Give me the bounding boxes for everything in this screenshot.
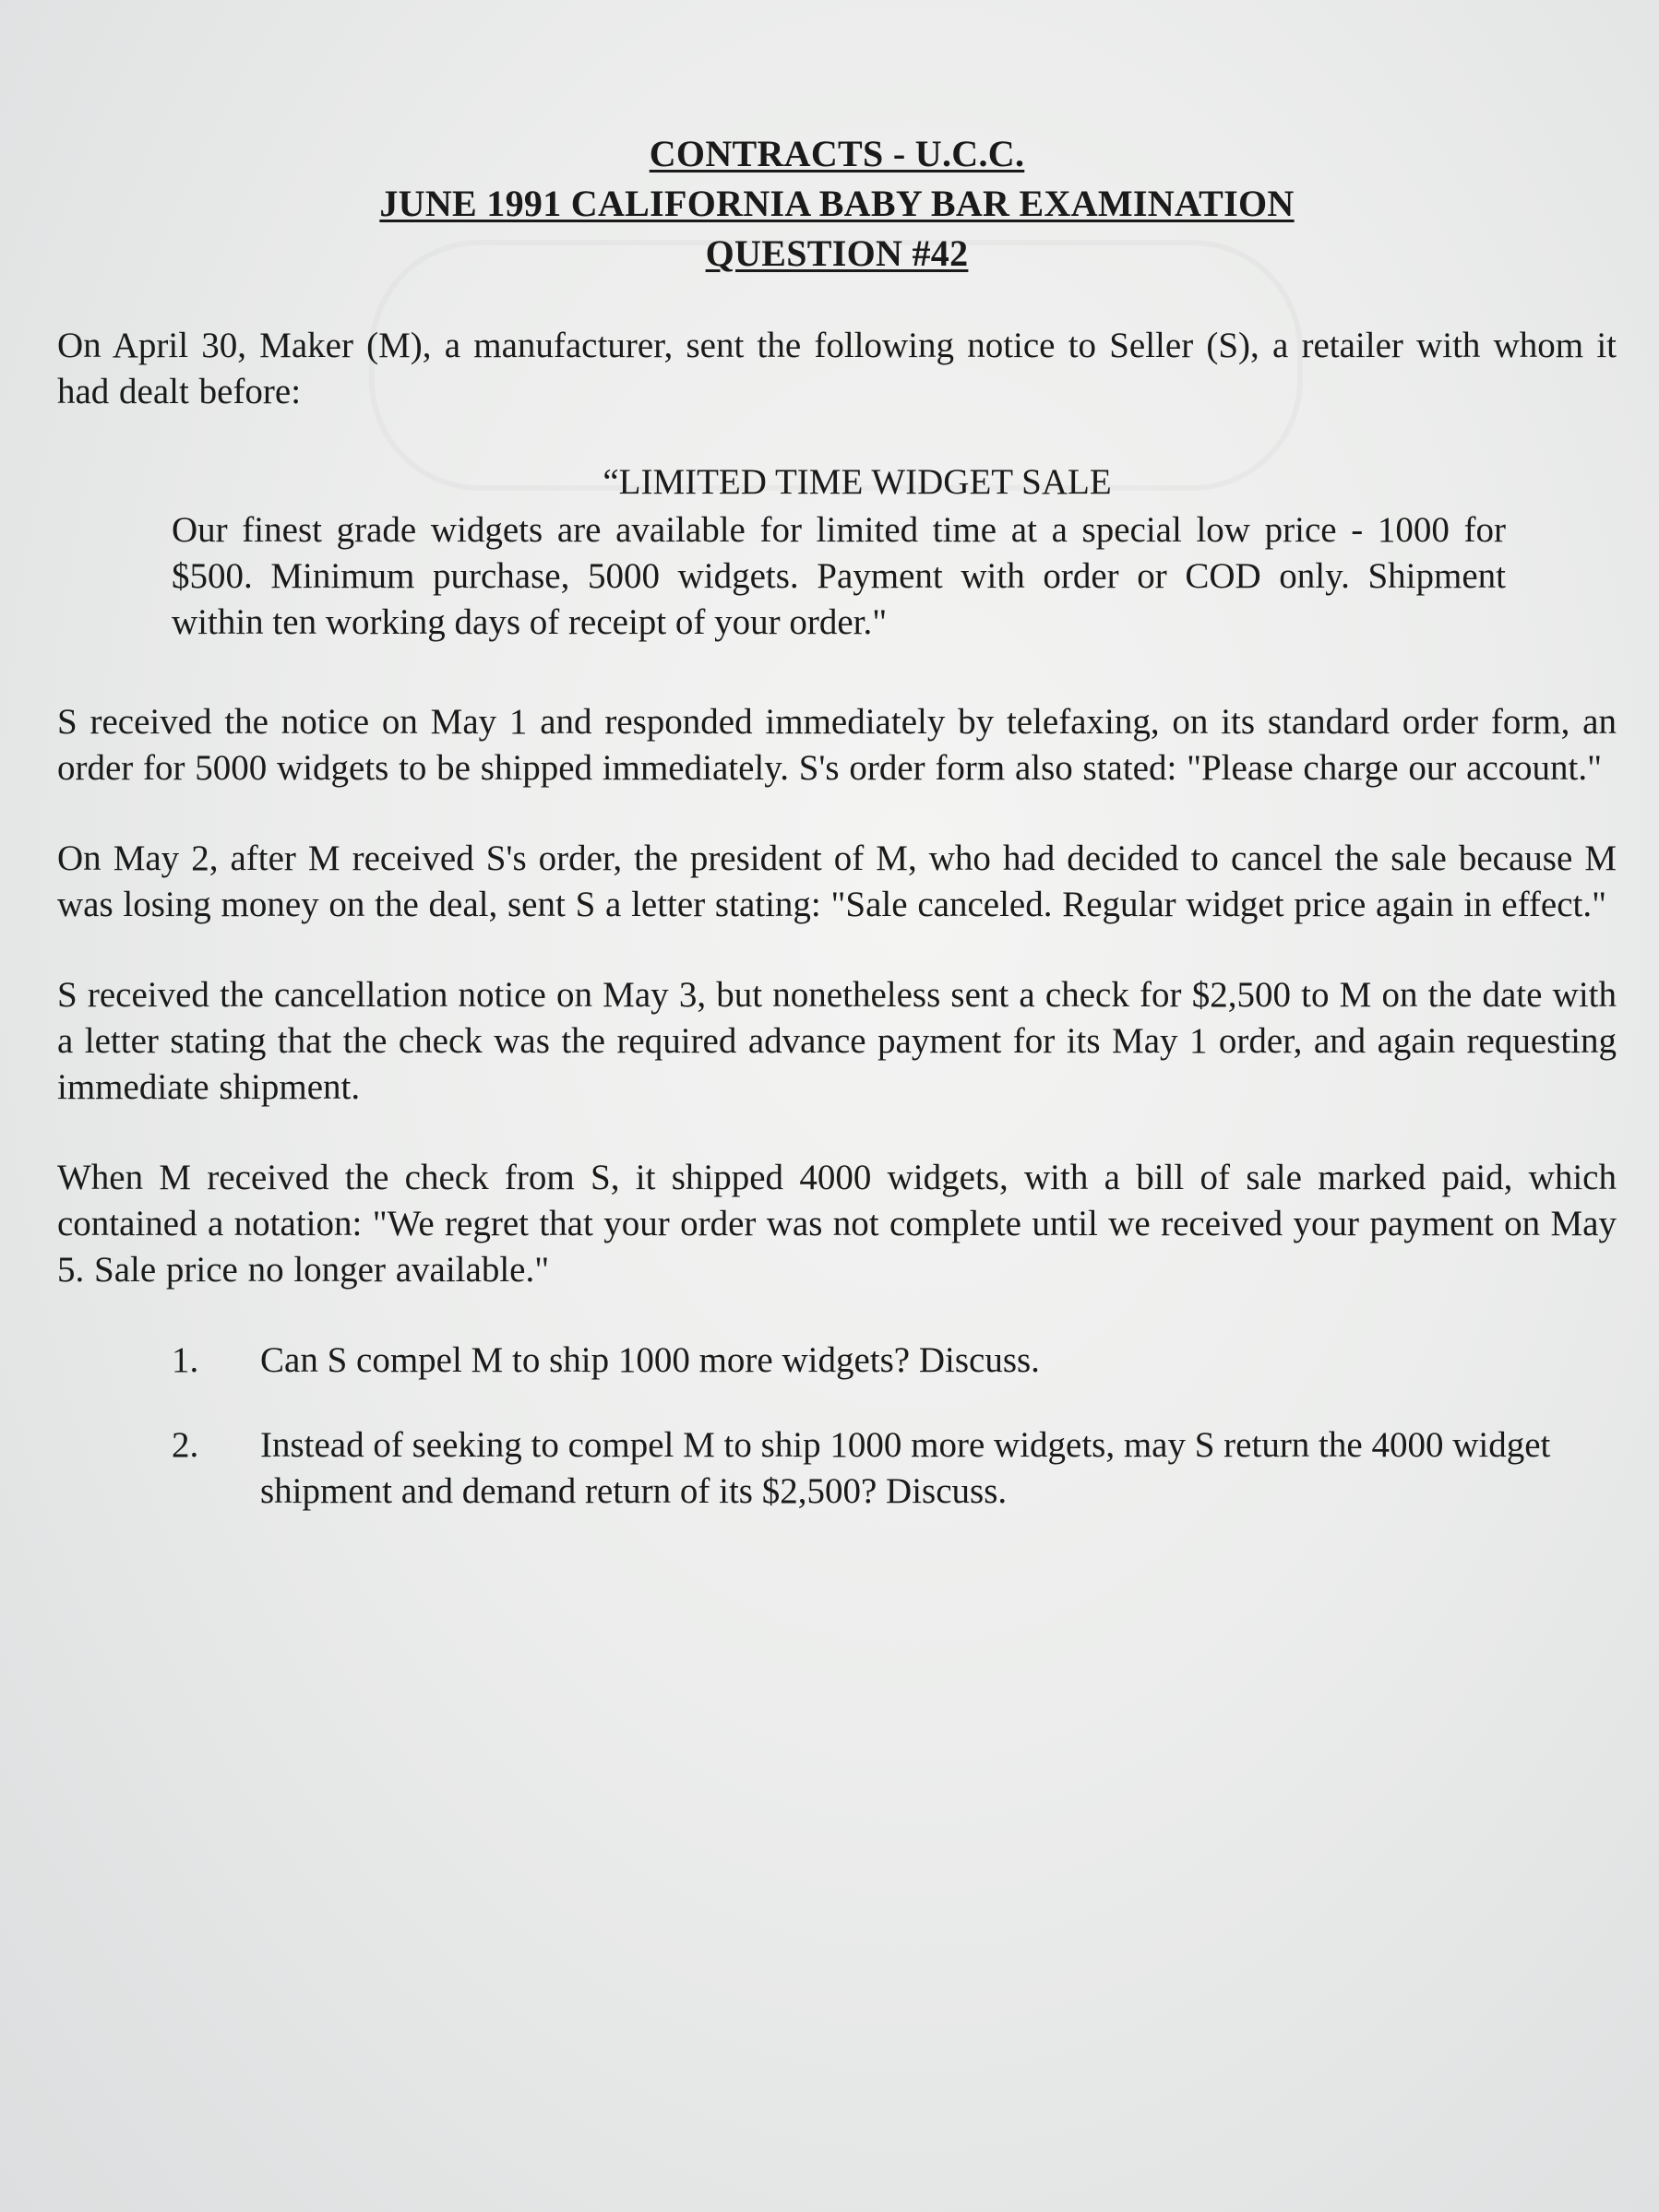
heading-question-number: QUESTION #42 — [705, 232, 969, 274]
question-text: Instead of seeking to compel M to ship 1000 more widgets, may S return the 4000 widget shipment and demand return of its $2,500? Discuss. — [260, 1425, 1551, 1511]
document-body — [57, 129, 1617, 1553]
heading-exam: JUNE 1991 CALIFORNIA BABY BAR EXAMINATION — [379, 183, 1295, 224]
question-item — [172, 1422, 1617, 1515]
paragraph-cancellation: On May 2, after M received S's order, the president of M, who had decided to cancel the sale because M was losing money on the deal, sent S a letter stating: "Sale canceled. Regular widget price again in effect." — [57, 838, 1617, 924]
notice-title: “LIMITED TIME WIDGET SALE — [603, 462, 1112, 502]
paragraph-payment: S received the cancellation notice on May 3, but nonetheless sent a check for $2,500 to M on the date with a letter stating that the check was the required advance payment for its May 1 order, and again requesting immediate shipment. — [57, 975, 1617, 1107]
question-number: 1. — [172, 1340, 199, 1380]
question-list — [57, 1338, 1617, 1515]
paragraph-shipment: When M received the check from S, it shipped 4000 widgets, with a bill of sale marked paid, which contained a notation: "We regret that your order was not complete until we received your payment on May 5. Sale price no longer available." — [57, 1158, 1617, 1290]
heading-subject: CONTRACTS - U.C.C. — [649, 133, 1025, 174]
question-item — [172, 1338, 1617, 1384]
sale-notice — [172, 459, 1506, 646]
paragraph-order: S received the notice on May 1 and responded immediately by telefaxing, on its standard order form, an order for 5000 widgets to be shipped immediately. S's order form also stated: "Please charge our account." — [57, 702, 1617, 788]
notice-body: Our finest grade widgets are available for limited time at a special low price - 1000 for $500. Minimum purchase, 5000 widgets. Payment with order or COD only. Shipment within ten working days of receipt of your order." — [172, 510, 1506, 642]
intro-paragraph: On April 30, Maker (M), a manufacturer, sent the following notice to Seller (S), a retailer with whom it had dealt before: — [57, 326, 1617, 411]
question-text: Can S compel M to ship 1000 more widgets? Discuss. — [260, 1340, 1040, 1380]
question-number: 2. — [172, 1425, 199, 1465]
document-heading — [57, 129, 1617, 279]
